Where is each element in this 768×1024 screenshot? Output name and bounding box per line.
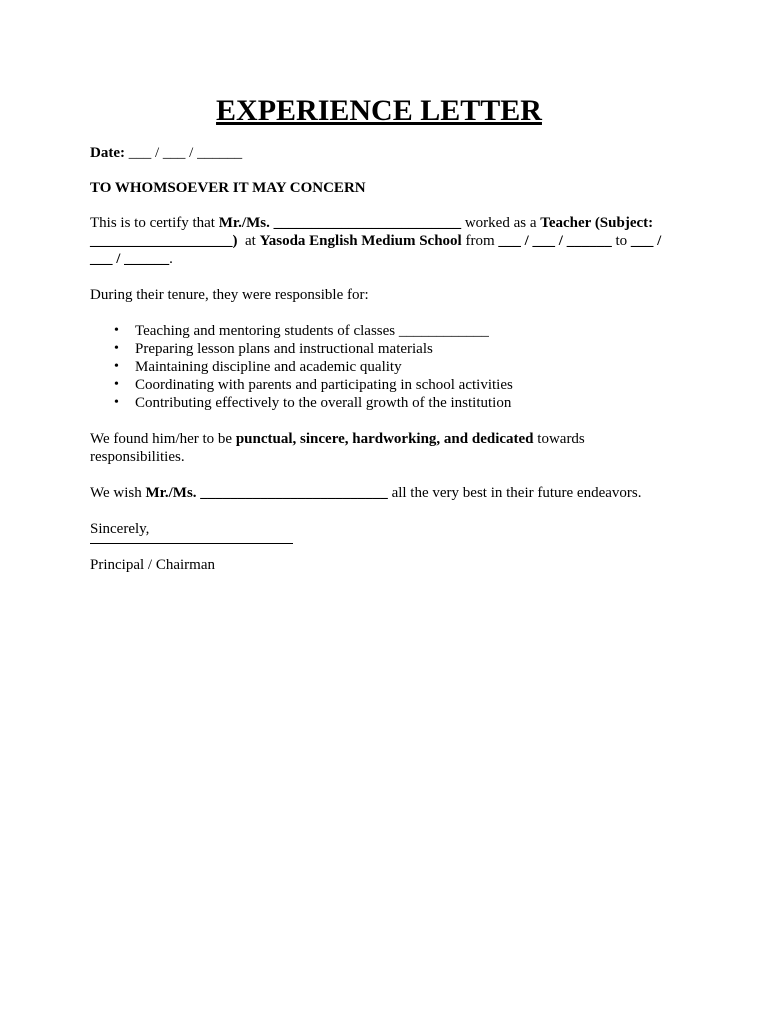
wish-paragraph: We wish Mr./Ms. _________________________ all the very best in their future endeavors. [90,485,642,501]
to-date-blank: ___ / ___ / ______ [90,233,662,267]
qualities-paragraph: We found him/her to be punctual, sincere, hardworking, and dedicated towards responsibilities. [90,431,585,465]
bullet-icon: • [114,359,119,374]
list-item: • Coordinating with parents and participating in school activities [114,377,513,393]
letter-page [90,93,680,574]
date-label: Date: [90,145,125,161]
letter-title: EXPERIENCE LETTER [216,94,542,127]
tenure-intro: During their tenure, they were responsible for: [90,287,369,303]
closing: Sincerely, [90,521,150,537]
signatory-title: Principal / Chairman [90,557,215,573]
bullet-icon: • [114,377,119,392]
wish-name-blank: Mr./Ms. _________________________ [145,485,388,501]
date-value: ___ / ___ / ______ [124,145,243,161]
role-subject: Teacher (Subject: ___________________) [90,215,654,249]
certification-paragraph: This is to certify that Mr./Ms. _________________________ worked as a Teacher (Subject: ___________________) at Yasoda English Medium School from ___ / ___ / ______ to ___ / ___ / ______. [90,215,662,267]
list-item: • Teaching and mentoring students of classes ____________ [114,323,489,339]
duties-list [90,322,680,412]
from-date-blank: ___ / ___ / ______ [498,233,612,249]
signature-area [90,538,680,556]
date-line [90,144,680,162]
list-item: • Contributing effectively to the overall growth of the institution [114,395,512,411]
salutation: TO WHOMSOEVER IT MAY CONCERN [90,180,366,196]
employee-name-blank: Mr./Ms. _________________________ [218,215,462,231]
bullet-icon: • [114,395,119,410]
signature-line [90,538,293,544]
qualities-traits: punctual, sincere, hardworking, and dedicated [235,431,534,447]
list-item: • Maintaining discipline and academic quality [114,359,402,375]
bullet-icon: • [114,341,119,356]
list-item: • Preparing lesson plans and instructional materials [114,341,433,357]
bullet-icon: • [114,323,119,338]
school-name: Yasoda English Medium School [259,233,462,249]
